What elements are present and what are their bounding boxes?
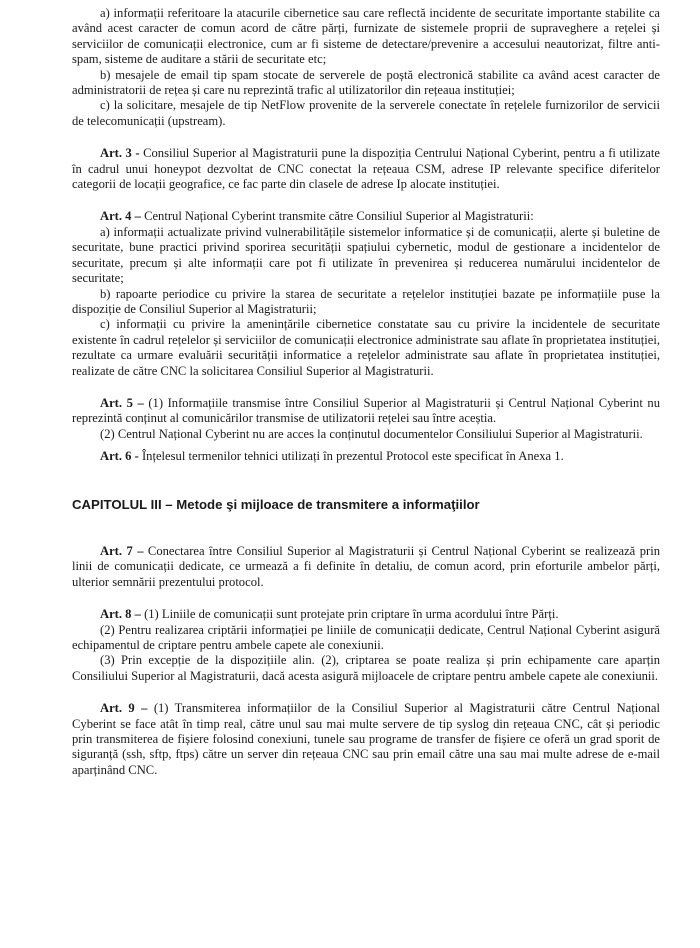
article-8-label: Art. 8 – <box>100 607 141 622</box>
article-8-paragraph-2: (2) Pentru realizarea criptării informației pe liniile de comunicații dedicate, Centrul Național Cyberint asigură echipamentul de criptare pentru ambele capete ale conexiunii. <box>72 622 660 652</box>
article-8-paragraph-1 <box>72 607 660 622</box>
article-8-text-1: (1) Liniile de comunicații sunt protejate prin criptare în urma acordului între Părți. <box>140 607 559 622</box>
paragraph-1-b: b) mesajele de email tip spam stocate de serverele de poștă electronică stabilite ca având acest caracter de administratorii de rețea și care nu reprezintă trafic al utilizatorilor din rețeaua instituției; <box>72 67 660 98</box>
article-5-paragraph-1 <box>72 396 660 427</box>
article-4-label: Art. 4 – <box>100 209 141 224</box>
article-3 <box>72 146 660 192</box>
article-4 <box>72 209 660 224</box>
article-9-text: (1) Transmiterea informațiilor de la Consiliul Superior al Magistraturii către Centrul Național Cyberint se face atât în timp real, către unul sau mai multe servere de tip syslog din rețeaua CNC, cât și periodic prin transmiterea de fișiere folosind conexiuni, tunele sau programe de transfer de fișiere ce oferă un grad sporit de siguranță (ssh, sftp, ftps) către un server din rețeaua CNC sau prin email către una sau mai multe adrese de e-mail aparținând CNC. <box>72 701 660 777</box>
article-5-paragraph-2: (2) Centrul Național Cyberint nu are acces la conținutul documentelor Consiliului Superior al Magistraturii. <box>100 426 643 441</box>
article-4-c: c) informații cu privire la amenințările cibernetice constatate sau cu privire la incidentele de securitate existente în cadrul rețelelor și serviciilor de comunicații electronice administrate sau aflate în proprietatea instituției, rezultate ca urmare evaluării securității informatice a rețelelor administrate sau aflate în proprietatea instituției, realizate de către CNC la solicitarea Consiliul Superior al Magistraturii. <box>72 317 660 378</box>
paragraph-1-a: a) informații referitoare la atacurile cibernetice sau care reflectă incidente de securitate importante stabilite ca având acest caracter de comun acord de către părți, furnizate de sistemele proprii de supraveghere a rețelei și serviciilor de comunicații electronice, cum ar fi sisteme de detectare/prevenire a accesului neautorizat, filtre anti-spam, sisteme de auditare a stării de securitate etc; <box>72 6 660 67</box>
article-9 <box>72 701 660 778</box>
article-6-text: Înțelesul termenilor tehnici utilizați în prezentul Protocol este specificat în Anexa 1. <box>138 449 564 464</box>
chapter-3-title: CAPITOLUL III – Metode şi mijloace de transmitere a informaţiilor <box>72 496 480 512</box>
document-body <box>72 6 660 778</box>
article-7-label: Art. 7 – <box>100 543 144 558</box>
article-4-a: a) informații actualizate privind vulnerabilitățile sistemelor informatice și de comunicații, alerte și buletine de securitate, bune practici privind sporirea securității spațiului cybernetic, modul de gestionare a incidentelor de securitate, precum și alte informații care pot fi utilizate în prevenirea și reducerea numărului incidentelor de securitate; <box>72 224 660 286</box>
article-4-b: b) rapoarte periodice cu privire la starea de securitate a rețelelor instituției bazate pe informațiile puse la dispoziție de Consiliul Superior al Magistraturii; <box>72 286 660 316</box>
paragraph-1-c: c) la solicitare, mesajele de tip NetFlow provenite de la serverele conectate în rețelele furnizorilor de servicii de telecomunicații (upstream). <box>72 98 660 128</box>
article-6-label: Art. 6 - <box>100 449 139 464</box>
article-9-label: Art. 9 – <box>100 701 148 716</box>
article-7 <box>72 544 660 590</box>
article-3-label: Art. 3 - <box>100 146 140 161</box>
article-6 <box>72 449 660 464</box>
article-3-text: Consiliul Superior al Magistraturii pune la dispoziția Centrului Național Cyberint, pentru a fi utilizate în cadrul unui honeypot dezvoltat de CNC conectat la rețeaua CSM, adrese IP relevante specifice diferitelor categorii de locații geografice, ce fac parte din clasele de adrese Ip alocate instituției. <box>72 146 660 192</box>
article-5-label: Art. 5 – <box>100 395 144 410</box>
article-8-paragraph-3: (3) Prin excepție de la dispozițiile alin. (2), criptarea se poate realiza și prin echipamente care aparțin Consiliului Superior al Magistraturii, dacă acesta asigură mijloacele de criptare pentru ambele capete ale conexiunii. <box>72 653 660 683</box>
article-7-text: Conectarea între Consiliul Superior al Magistraturii și Centrul Național Cyberint se realizează prin linii de comunicații dedicate, ce urmează a fi definite în detaliu, de comun acord, prin eforturile ambelor părți, ulterior semnării prezentului protocol. <box>72 543 660 589</box>
article-5-text-1: (1) Informațiile transmise între Consiliul Superior al Magistraturii și Centrul Național Cyberint nu reprezintă conținut al comunicărilor transmise de utilizatorii rețelei sau între aceștia. <box>72 395 660 426</box>
article-4-text: Centrul Național Cyberint transmite către Consiliul Superior al Magistraturii: <box>140 209 534 224</box>
